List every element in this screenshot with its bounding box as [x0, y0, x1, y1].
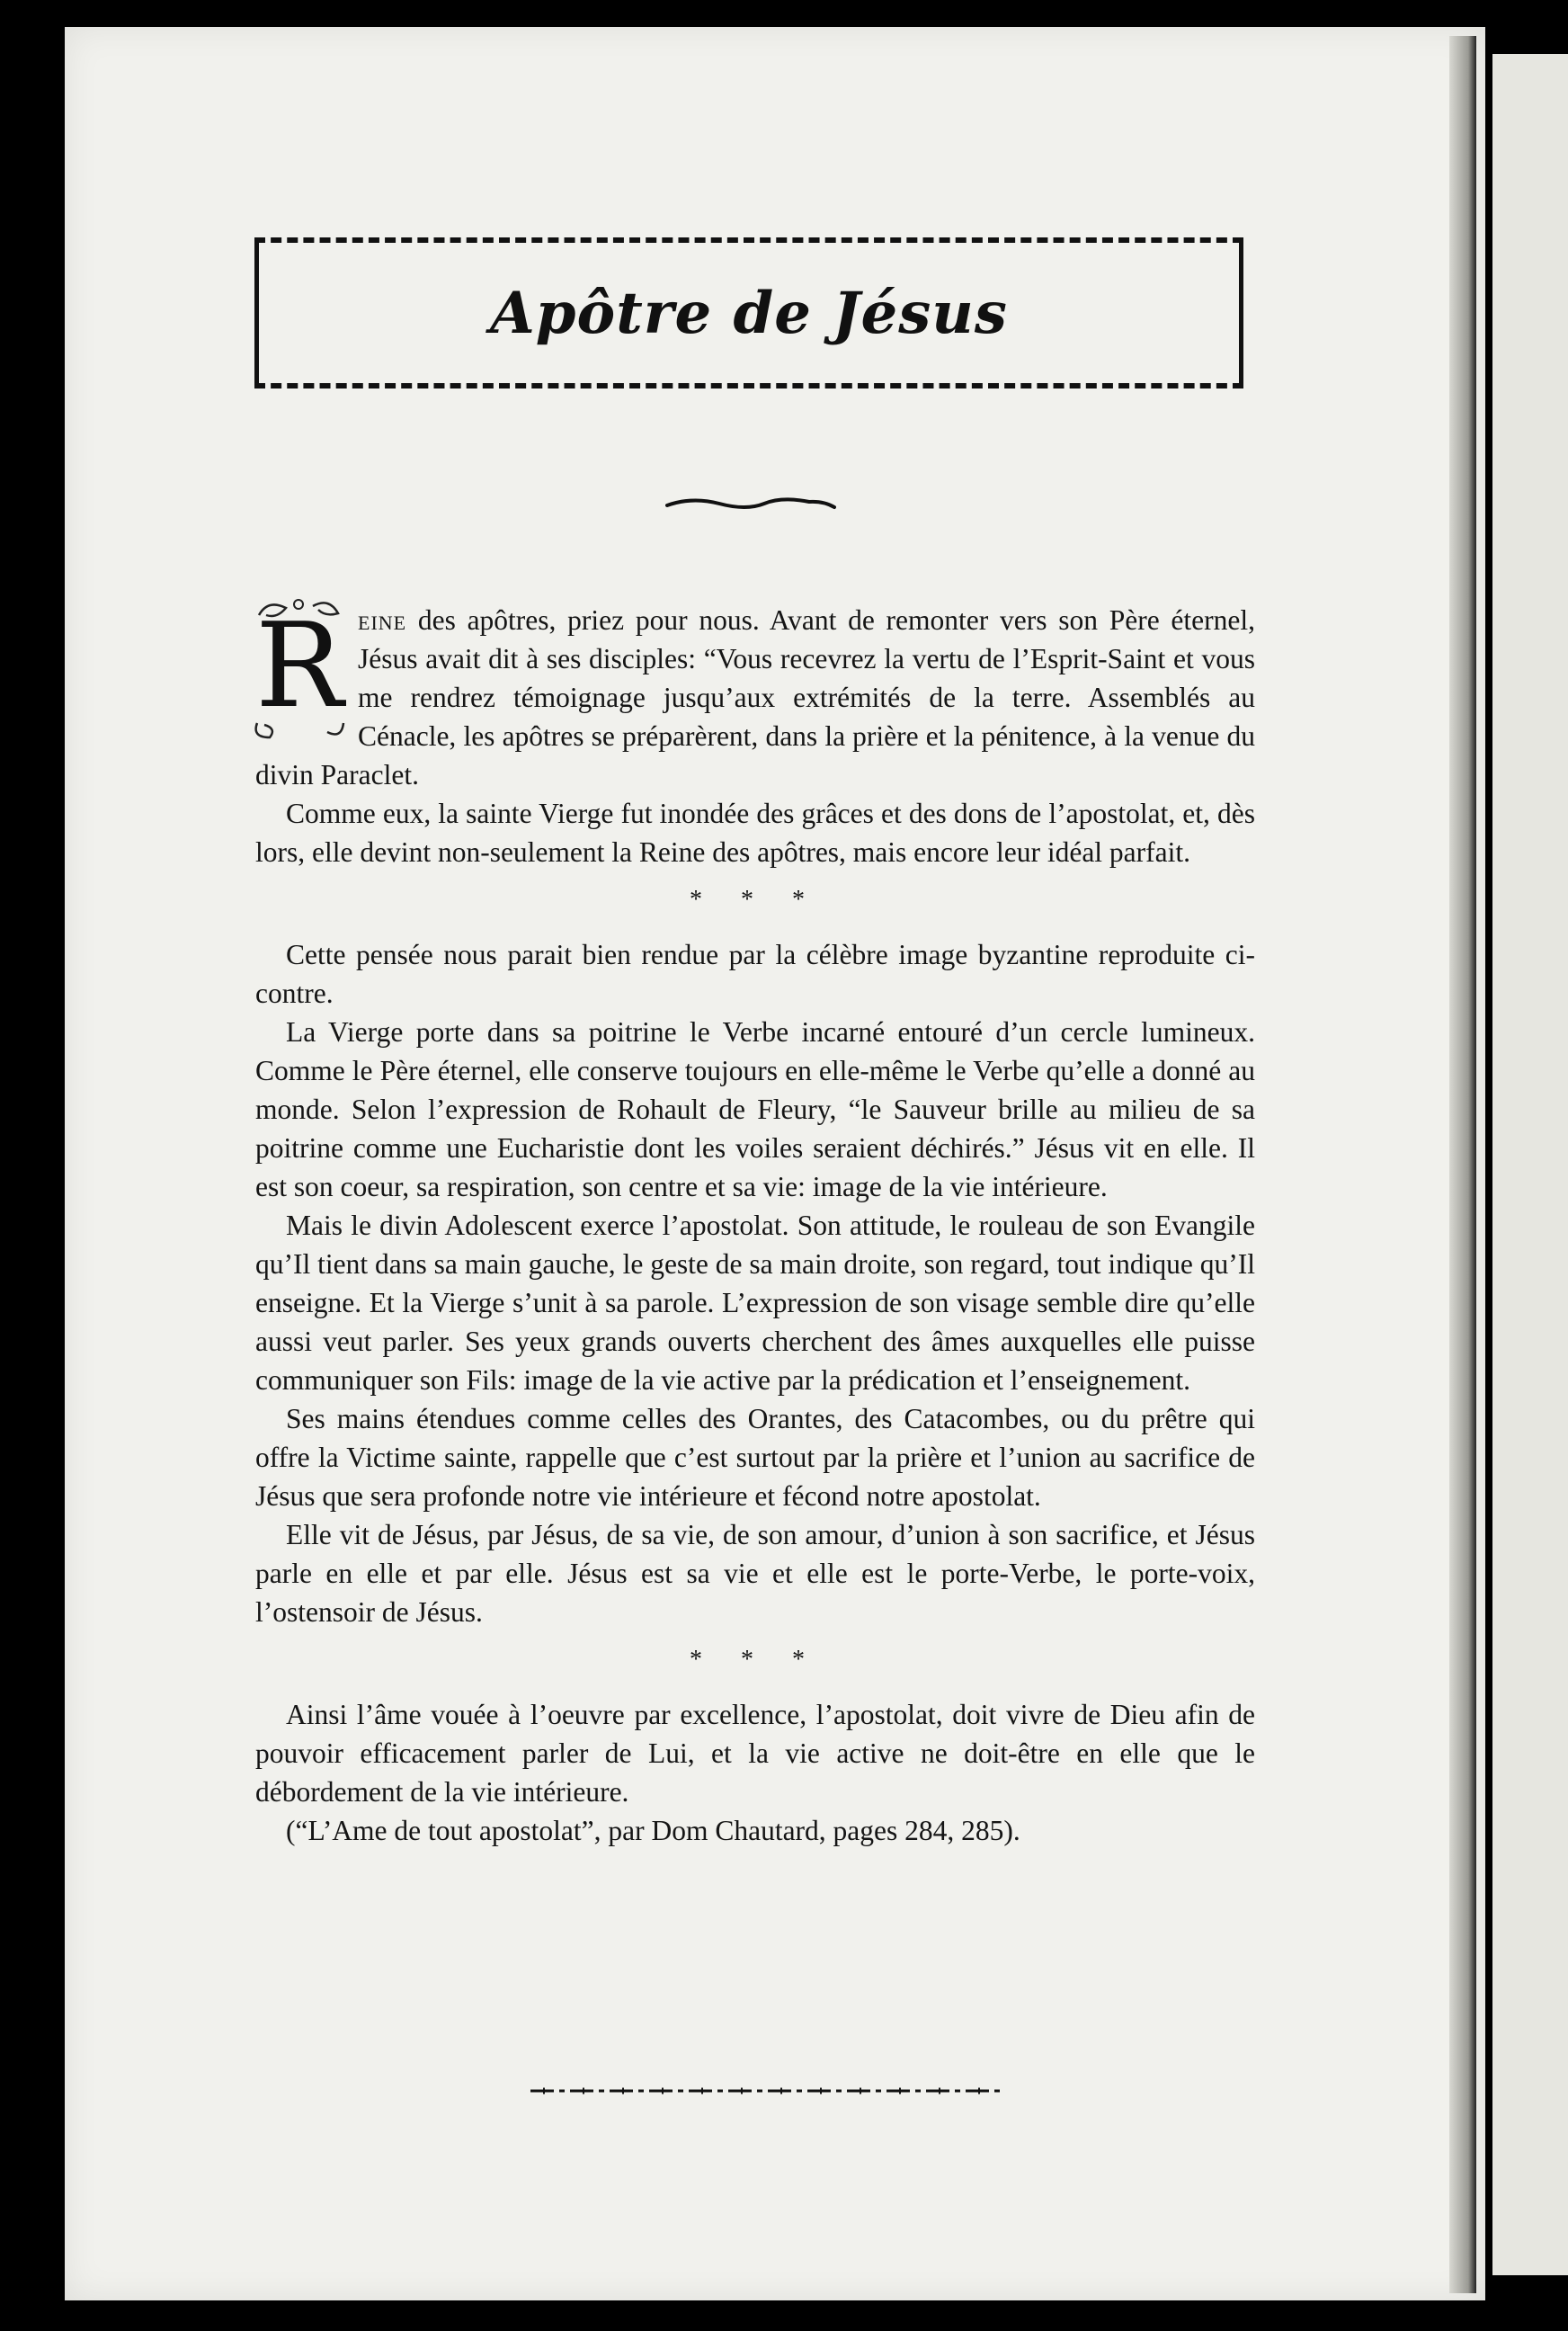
paragraph-text: des apôtres, priez pour nous. Avant de remonter vers son Père éternel, Jésus avait dit à ses disciples: “Vous recevrez la vertu de l’Esprit-Saint et vous me rendrez témoignage jusqu’aux extrémités de la terre. Assemblés au Cénacle, les apôtres se préparèrent, dans la prière et la pénitence, à la venue du divin Paraclet.	[255, 604, 1255, 790]
paragraph: Cette pensée nous parait bien rendue par la célèbre image byzantine reproduite ci-contre.	[255, 939, 1255, 1009]
page-title: Apôtre de Jésus	[490, 279, 1008, 347]
section-separator: * * *	[690, 886, 821, 914]
page-spine-shadow	[1449, 36, 1476, 2293]
adjacent-page-edge	[1492, 54, 1568, 2275]
paragraph: Ainsi l’âme vouée à l’oeuvre par excellence, l’apostolat, doit vivre de Dieu afin de pouvoir efficacement parler de Lui, et la vie active ne doit-être en elle que le débordement de la vie intérieure.	[255, 1699, 1255, 1808]
section-separator: * * *	[690, 1646, 821, 1674]
drop-cap	[255, 597, 343, 737]
paragraph	[255, 597, 1255, 794]
ornamental-swash-divider	[665, 493, 836, 514]
floral-ornament-icon	[250, 597, 347, 741]
paragraph: La Vierge porte dans sa poitrine le Verbe incarné entouré d’un cercle lumineux. Comme le Père éternel, elle conserve toujours en elle-même le Verbe qu’elle a donné au monde. Selon l’expression de Rohault de Fleury, “le Sauveur brille au milieu de sa poitrine comme une Eucharistie dont les voiles seraient déchirés.” Jésus vit en elle. Il est son coeur, sa respiration, son centre et sa vie: image de la vie intérieure.	[255, 1016, 1255, 1202]
citation: (“L’Ame de tout apostolat”, par Dom Chautard, pages 284, 285).	[286, 1815, 1020, 1846]
paragraph: Mais le divin Adolescent exerce l’apostolat. Son attitude, le rouleau de son Evangile qu’Il tient dans sa main gauche, le geste de sa main droite, son regard, tout indique qu’Il enseigne. Et la Vierge s’unit à sa parole. L’expression de son visage semble dire qu’elle aussi veut parler. Ses yeux grands ouverts cherchent des âmes auxquelles elle puisse communiquer son Fils: image de la vie active par la prédication et l’enseignement.	[255, 1210, 1255, 1396]
lead-in-word: eine	[358, 604, 407, 636]
article-body	[255, 597, 1255, 1850]
paragraph: Comme eux, la sainte Vierge fut inondée des grâces et des dons de l’apostolat, et, dès lors, elle devint non-seulement la Reine des apôtres, mais encore leur idéal parfait.	[255, 798, 1255, 868]
title-frame	[254, 237, 1243, 388]
drop-cap-letter: R	[255, 597, 343, 734]
paragraph: Ses mains étendues comme celles des Orantes, des Catacombes, ou du prêtre qui offre la Victime sainte, rappelle que c’est surtout par la prière et l’union au sacrifice de Jésus que sera profonde notre vie intérieure et fécond notre apostolat.	[255, 1403, 1255, 1512]
decorative-footer-rule	[529, 2085, 1002, 2097]
paragraph: Elle vit de Jésus, par Jésus, de sa vie, de son amour, d’union à son sacrifice, et Jésus parle en elle et par elle. Jésus est sa vie et elle est le porte-Verbe, le porte-voix, l’ostensoir de Jésus.	[255, 1519, 1255, 1628]
